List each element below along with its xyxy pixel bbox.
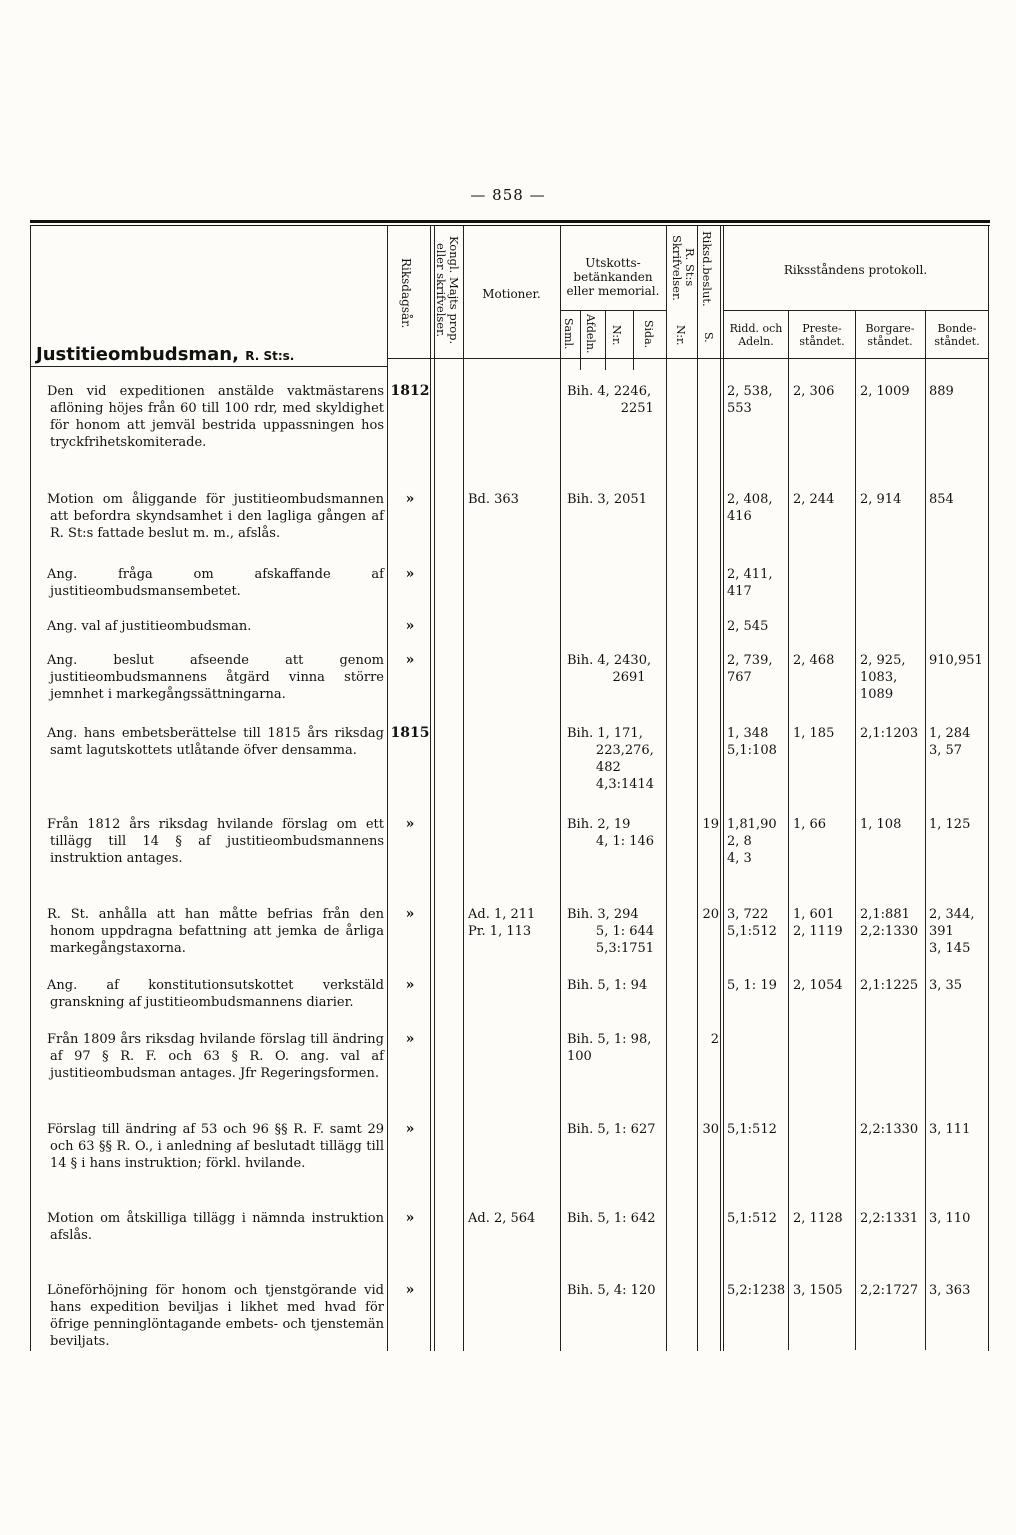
cell-preste: 1, 601 2, 1119 [793,907,843,939]
header-afdeln: Afdeln. [584,314,597,354]
cell-year: 1812 [390,383,430,399]
cell-year: » [405,1031,415,1047]
cell-bonde: 854 [929,492,954,507]
header-protokoll: Riksståndens protokoll. [783,263,928,277]
cell-bonde: 1, 284 3, 57 [929,726,971,758]
cell-ridd: 1,81,90 2, 8 4, 3 [727,817,777,866]
cell-year: » [405,1210,415,1226]
header-ridd: Ridd. och Adeln. [729,322,783,348]
cell-bonde: 3, 35 [929,978,963,993]
cell-ridd: 5,1:512 [727,1122,777,1137]
cell-bonde: 3, 110 [929,1211,971,1226]
header-kongl-prop: Kongl. Majts prop. eller skrifvelser. [434,235,461,345]
cell-year: » [405,491,415,507]
cell-borgare: 2,2:1330 [860,1122,919,1137]
cell-mot: Ad. 1, 211 Pr. 1, 113 [468,907,536,939]
cell-year: » [405,977,415,993]
header-utskotts: Utskotts-betänkanden eller memorial. [566,256,660,298]
row-description: Löneförhöjning för honom och tjenstgörande vid hans expedition beviljas i likhet med hvad för öfrige penninglöntagande embets- och tjenstemän beviljats. [47,1283,384,1349]
cell-rst: 30 [702,1122,719,1137]
cell-ridd: 5,1:512 [727,1211,777,1226]
cell-year: » [405,906,415,922]
row-description: Från 1812 års riksdag hvilande förslag om ett tillägg till 14 § af justitieombudsmannens instruktion antages. [47,817,384,866]
header-rst-skrifvelser: R. St:s Skrifvelser. [670,234,697,301]
row-description: Ang. hans embetsberättelse till 1815 års riksdag samt lagutskottets utlåtande öfver densamma. [47,726,384,758]
cell-bonde: 910,951 [929,653,983,668]
cell-mot: Bd. 363 [468,492,519,507]
cell-utsk: Bih. 1, 171, 223,276, 482 4,3:1414 [567,726,655,792]
cell-utsk: Bih. 3, 294 5, 1: 644 5,3:1751 [567,907,655,956]
header-riksd-beslut: Riksd.beslut. [700,231,714,307]
cell-borgare: 2,2:1727 [860,1283,919,1298]
row-description: Ang. val af justitieombudsman. [47,619,252,634]
cell-preste: 2, 244 [793,492,835,507]
row-description: Motion om åliggande för justitieombudsmannen att befordra skyndsamhet i den lagliga gången af R. St:s fattade beslut m. m., afslås. [47,492,384,541]
header-riksdagsar: Riksdagsår. [399,258,413,329]
section-title-suffix: R. St:s. [245,349,295,363]
cell-mot: Ad. 2, 564 [468,1211,536,1226]
header-bonde: Bonde-ståndet. [934,322,980,348]
cell-bonde: 889 [929,384,954,399]
cell-ridd: 3, 722 5,1:512 [727,907,777,939]
row-description: Från 1809 års riksdag hvilande förslag till ändring af 97 § R. F. och 63 § R. O. ang. val af justitieombudsman antages. Jfr Regeringsformen. [47,1032,384,1081]
cell-year: » [405,566,415,582]
cell-preste: 3, 1505 [793,1283,843,1298]
cell-bonde: 1, 125 [929,817,971,832]
cell-utsk: Bih. 5, 1: 98, 100 [567,1032,652,1064]
cell-borgare: 2,2:1331 [860,1211,919,1226]
cell-year: » [405,652,415,668]
cell-ridd: 5, 1: 19 [727,978,777,993]
header-preste: Preste-ståndet. [799,322,845,348]
cell-ridd: 1, 348 5,1:108 [727,726,777,758]
cell-preste: 2, 1054 [793,978,843,993]
header-borgare: Borgare-ståndet. [865,322,915,348]
cell-utsk: Bih. 5, 4: 120 [567,1283,656,1298]
cell-year: » [405,618,415,634]
row-description: Motion om åtskilliga tillägg i nämnda instruktion afslås. [47,1211,384,1243]
cell-preste: 2, 1128 [793,1211,843,1226]
cell-utsk: Bih. 3, 2051 [567,492,647,507]
cell-utsk: Bih. 4, 2430, 2691 [567,653,652,685]
cell-ridd: 2, 545 [727,619,769,634]
header-nr2: N:r. [674,324,687,346]
header-saml: Saml. [562,318,575,350]
row-description: Ang. fråga om afskaffande af justitieombudsmansembetet. [47,567,384,599]
cell-utsk: Bih. 5, 1: 642 [567,1211,656,1226]
cell-borgare: 2, 925, 1083, 1089 [860,653,906,702]
row-description: Ang. beslut afseende att genom justitieombudsmannens åtgärd vinna större jemnhet i markegångssättningarna. [47,653,384,702]
section-title-main: Justitieombudsman, [36,344,239,365]
cell-ridd: 2, 538, 553 [727,384,773,416]
top-rule-thin [30,225,990,226]
cell-year: » [405,1121,415,1137]
cell-bonde: 3, 363 [929,1283,971,1298]
cell-rst: 20 [702,907,719,922]
cell-bonde: 3, 111 [929,1122,971,1137]
top-rule [30,220,990,223]
cell-borgare: 2, 1009 [860,384,910,399]
page-number: — 858 — [470,186,546,204]
cell-ridd: 2, 408, 416 [727,492,773,524]
cell-year: 1815 [390,725,430,741]
header-s: S. [702,331,715,343]
header-sida: Sida. [642,319,655,349]
cell-ridd: 5,2:1238 [727,1283,786,1298]
cell-preste: 1, 185 [793,726,835,741]
cell-rst: 19 [702,817,719,832]
cell-bonde: 2, 344, 391 3, 145 [929,907,975,956]
cell-year: » [405,816,415,832]
cell-preste: 2, 468 [793,653,835,668]
cell-preste: 2, 306 [793,384,835,399]
cell-ridd: 2, 411, 417 [727,567,773,599]
cell-utsk: Bih. 5, 1: 94 [567,978,648,993]
cell-borgare: 2,1:1203 [860,726,919,741]
row-description: Den vid expeditionen anstälde vaktmästarens aflöning höjes från 60 till 100 rdr, med skyldighet för honom att jemväl bestrida uppassningen hos tryckfrihetskomiterade. [47,384,384,450]
cell-year: » [405,1282,415,1298]
cell-ridd: 2, 739, 767 [727,653,773,685]
cell-borgare: 2, 914 [860,492,902,507]
cell-utsk: Bih. 4, 2246, 2251 [567,384,654,416]
cell-preste: 1, 66 [793,817,827,832]
cell-borgare: 1, 108 [860,817,902,832]
cell-borgare: 2,1:881 2,2:1330 [860,907,919,939]
row-description: Förslag till ändring af 53 och 96 §§ R. F. samt 29 och 63 §§ R. O., i anledning af beslutadt tillägg till 14 § i hans instruktion; förkl. hvilande. [47,1122,384,1171]
cell-utsk: Bih. 5, 1: 627 [567,1122,656,1137]
header-nr1: N:r. [610,324,623,346]
header-motioner: Motioner. [482,287,541,301]
cell-borgare: 2,1:1225 [860,978,919,993]
row-description: R. St. anhålla att han måtte befrias från den honom uppdragna befattning att jemka de årliga markegångstaxorna. [47,907,384,956]
section-title [36,344,294,365]
cell-utsk: Bih. 2, 19 4, 1: 146 [567,817,655,849]
cell-rst: 2 [710,1032,719,1047]
row-description: Ang. af konstitutionsutskottet verkstäld granskning af justitieombudsmannens diarier. [47,978,384,1010]
